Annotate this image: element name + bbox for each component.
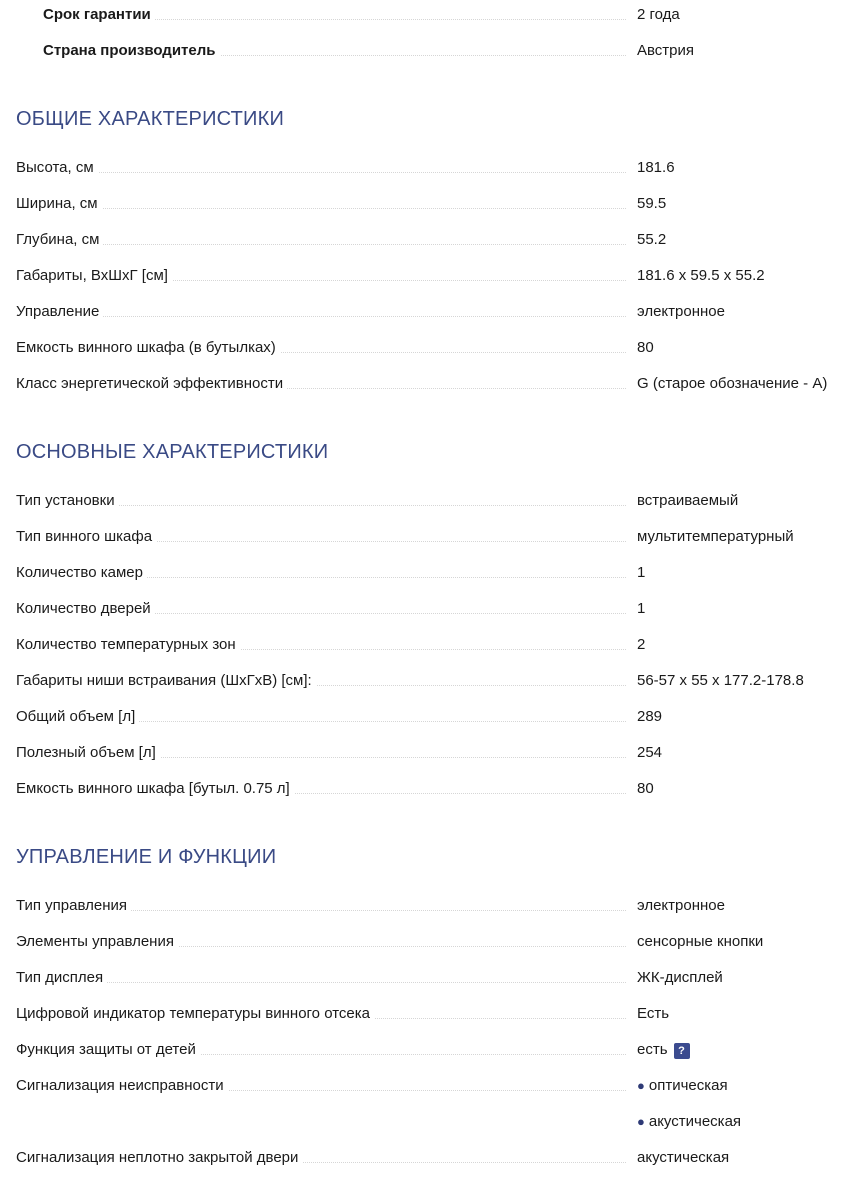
spec-label: Тип винного шкафа bbox=[16, 527, 156, 547]
spec-row bbox=[16, 998, 843, 1034]
spec-row bbox=[16, 701, 843, 737]
spec-value: 1 bbox=[637, 564, 646, 581]
section-title-general: ОБЩИЕ ХАРАКТЕРИСТИКИ bbox=[16, 108, 285, 130]
dotted-leader bbox=[16, 316, 626, 317]
spec-value: сенсорные кнопки bbox=[637, 933, 764, 950]
spec-value: 2 года bbox=[637, 6, 680, 23]
spec-row bbox=[16, 593, 843, 629]
spec-label: Сигнализация неплотно закрытой двери bbox=[16, 1148, 302, 1168]
spec-value: 80 bbox=[637, 339, 654, 356]
spec-row bbox=[16, 557, 843, 593]
spec-label: Управление bbox=[16, 302, 103, 322]
spec-value: 289 bbox=[637, 708, 663, 725]
spec-row-warranty bbox=[16, 0, 843, 35]
spec-value: 59.5 bbox=[637, 195, 667, 212]
spec-row bbox=[16, 368, 843, 404]
spec-row bbox=[16, 1142, 843, 1178]
spec-value: акустическая bbox=[637, 1149, 730, 1166]
spec-value: G (старое обозначение - A) bbox=[637, 375, 828, 392]
spec-value: 56-57 x 55 x 177.2-178.8 bbox=[637, 672, 804, 689]
spec-label: Высота, см bbox=[16, 158, 98, 178]
spec-label: Габариты, ВхШхГ [см] bbox=[16, 266, 172, 286]
spec-value: 254 bbox=[637, 744, 663, 761]
spec-value-list-item bbox=[637, 1076, 728, 1096]
spec-value: 2 bbox=[637, 636, 646, 653]
spec-value: 55.2 bbox=[637, 231, 667, 248]
bullet-icon: ● bbox=[637, 1114, 645, 1129]
spec-row bbox=[16, 485, 843, 521]
spec-row bbox=[16, 890, 843, 926]
spec-label: Сигнализация неисправности bbox=[16, 1076, 228, 1096]
spec-label: Емкость винного шкафа (в бутылках) bbox=[16, 338, 280, 358]
spec-label: Тип дисплея bbox=[16, 968, 107, 988]
spec-label: Глубина, см bbox=[16, 230, 103, 250]
spec-value: электронное bbox=[637, 303, 725, 320]
spec-row bbox=[16, 260, 843, 296]
dotted-leader bbox=[16, 172, 626, 173]
spec-row bbox=[16, 1034, 843, 1070]
spec-value-text: есть bbox=[637, 1041, 668, 1058]
spec-label: Габариты ниши встраивания (ШхГхВ) [см]: bbox=[16, 671, 316, 691]
help-icon[interactable]: ? bbox=[674, 1043, 690, 1059]
spec-label: Элементы управления bbox=[16, 932, 178, 952]
spec-value: 80 bbox=[637, 780, 654, 797]
spec-row bbox=[16, 296, 843, 332]
spec-label: Цифровой индикатор температуры винного отсека bbox=[16, 1004, 374, 1024]
spec-value: акустическая bbox=[648, 1113, 742, 1130]
spec-value: оптическая bbox=[648, 1077, 728, 1094]
spec-value: 181.6 x 59.5 x 55.2 bbox=[637, 267, 765, 284]
section-title-control: УПРАВЛЕНИЕ И ФУНКЦИИ bbox=[16, 846, 277, 868]
spec-label: Ширина, см bbox=[16, 194, 102, 214]
section-title-main: ОСНОВНЫЕ ХАРАКТЕРИСТИКИ bbox=[16, 441, 329, 463]
spec-row bbox=[16, 1070, 843, 1130]
spec-label: Количество камер bbox=[16, 563, 147, 583]
spec-row bbox=[16, 521, 843, 557]
spec-row bbox=[16, 152, 843, 188]
spec-label: Срок гарантии bbox=[16, 5, 155, 25]
spec-value: ЖК-дисплей bbox=[637, 969, 723, 986]
spec-value: Австрия bbox=[637, 42, 695, 59]
spec-label: Емкость винного шкафа [бутыл. 0.75 л] bbox=[16, 779, 294, 799]
spec-row bbox=[16, 665, 843, 701]
spec-row-country bbox=[16, 35, 843, 71]
spec-label: Страна производитель bbox=[16, 41, 220, 61]
spec-label: Класс энергетической эффективности bbox=[16, 374, 287, 394]
spec-value: мультитемпературный bbox=[637, 528, 794, 545]
spec-row bbox=[16, 332, 843, 368]
spec-label: Тип установки bbox=[16, 491, 119, 511]
spec-value: Есть bbox=[637, 1005, 670, 1022]
spec-label: Тип управления bbox=[16, 896, 131, 916]
spec-label: Функция защиты от детей bbox=[16, 1040, 200, 1060]
spec-value: электронное bbox=[637, 897, 725, 914]
spec-label: Общий объем [л] bbox=[16, 707, 139, 727]
spec-value: встраиваемый bbox=[637, 492, 739, 509]
spec-row bbox=[16, 962, 843, 998]
spec-value: 1 bbox=[637, 600, 646, 617]
spec-row bbox=[16, 926, 843, 962]
spec-label: Количество температурных зон bbox=[16, 635, 240, 655]
spec-row bbox=[16, 773, 843, 809]
spec-value-list-item bbox=[637, 1112, 741, 1132]
spec-row bbox=[16, 629, 843, 665]
spec-label: Полезный объем [л] bbox=[16, 743, 160, 763]
spec-label: Количество дверей bbox=[16, 599, 155, 619]
spec-value bbox=[637, 1040, 690, 1060]
spec-row bbox=[16, 188, 843, 224]
dotted-leader bbox=[16, 244, 626, 245]
spec-row bbox=[16, 737, 843, 773]
dotted-leader bbox=[16, 208, 626, 209]
bullet-icon: ● bbox=[637, 1078, 645, 1093]
spec-value: 181.6 bbox=[637, 159, 675, 176]
spec-row bbox=[16, 224, 843, 260]
dotted-leader bbox=[16, 982, 626, 983]
